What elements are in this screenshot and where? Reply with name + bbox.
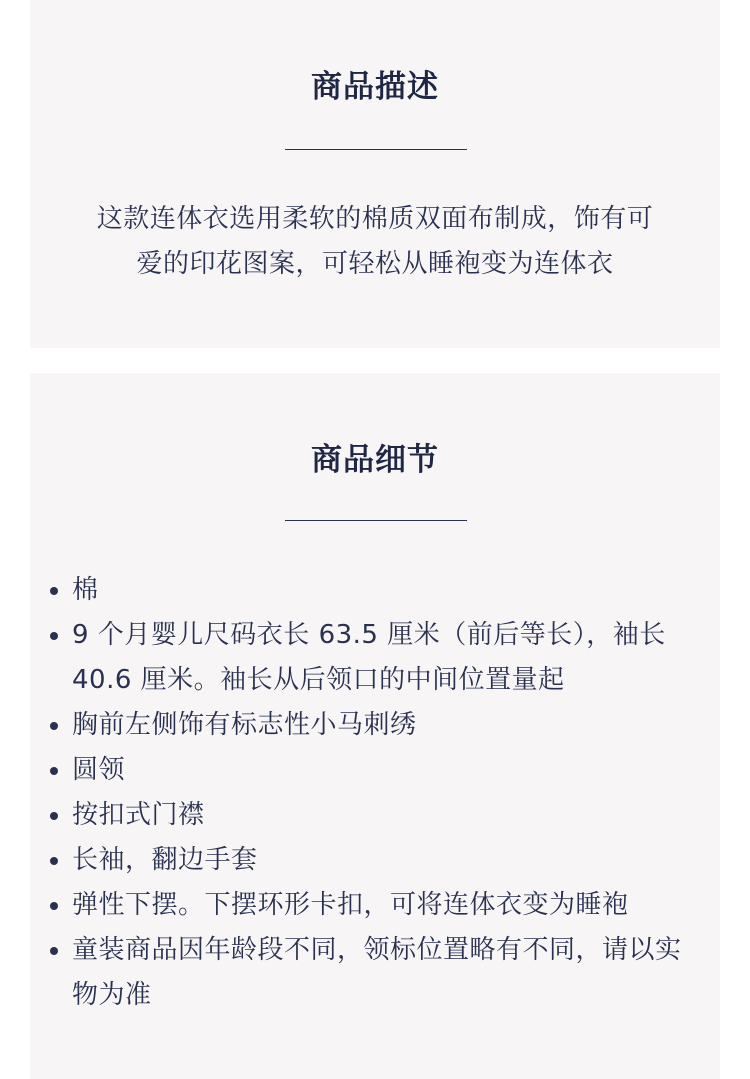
bullet-icon: [50, 857, 58, 865]
bullet-icon: [50, 812, 58, 820]
description-text-line: 爱的印花图案，可轻松从睡袍变为连体衣: [136, 249, 614, 279]
list-item-text: 9 个月婴儿尺码衣长 63.5 厘米（前后等长），袖长 40.6 厘米。袖长从后领口的中间位置量起: [72, 620, 666, 695]
list-item: [72, 703, 692, 748]
bullet-icon: [50, 722, 58, 730]
list-item: [72, 793, 692, 838]
bullet-icon: [50, 902, 58, 910]
details-list: [72, 568, 692, 1018]
product-details-card: [30, 373, 720, 1079]
list-item: [72, 928, 692, 1018]
list-item-text: 童装商品因年龄段不同，领标位置略有不同，请以实物为准: [72, 935, 682, 1010]
list-item: [72, 613, 692, 703]
list-item-text: 按扣式门襟: [72, 800, 205, 830]
list-item-text: 弹性下摆。下摆环形卡扣，可将连体衣变为睡袍: [72, 890, 629, 920]
product-description-card: [30, 0, 720, 348]
list-item-text: 长袖，翻边手套: [72, 845, 258, 875]
list-item: [72, 568, 692, 613]
list-item: [72, 883, 692, 928]
list-item-text: 圆领: [72, 755, 126, 785]
description-divider: [285, 149, 467, 150]
description-title: 商品描述: [311, 69, 439, 105]
details-title: 商品细节: [311, 442, 439, 478]
list-item: [72, 748, 692, 793]
list-item: [72, 838, 692, 883]
list-item-text: 棉: [72, 575, 99, 605]
description-text-line: 这款连体衣选用柔软的棉质双面布制成，饰有可: [96, 204, 654, 234]
description-text: [66, 197, 684, 287]
bullet-icon: [50, 947, 58, 955]
list-item-text: 胸前左侧饰有标志性小马刺绣: [72, 710, 417, 740]
bullet-icon: [50, 767, 58, 775]
bullet-icon: [50, 632, 58, 640]
bullet-icon: [50, 587, 58, 595]
details-divider: [285, 520, 467, 521]
